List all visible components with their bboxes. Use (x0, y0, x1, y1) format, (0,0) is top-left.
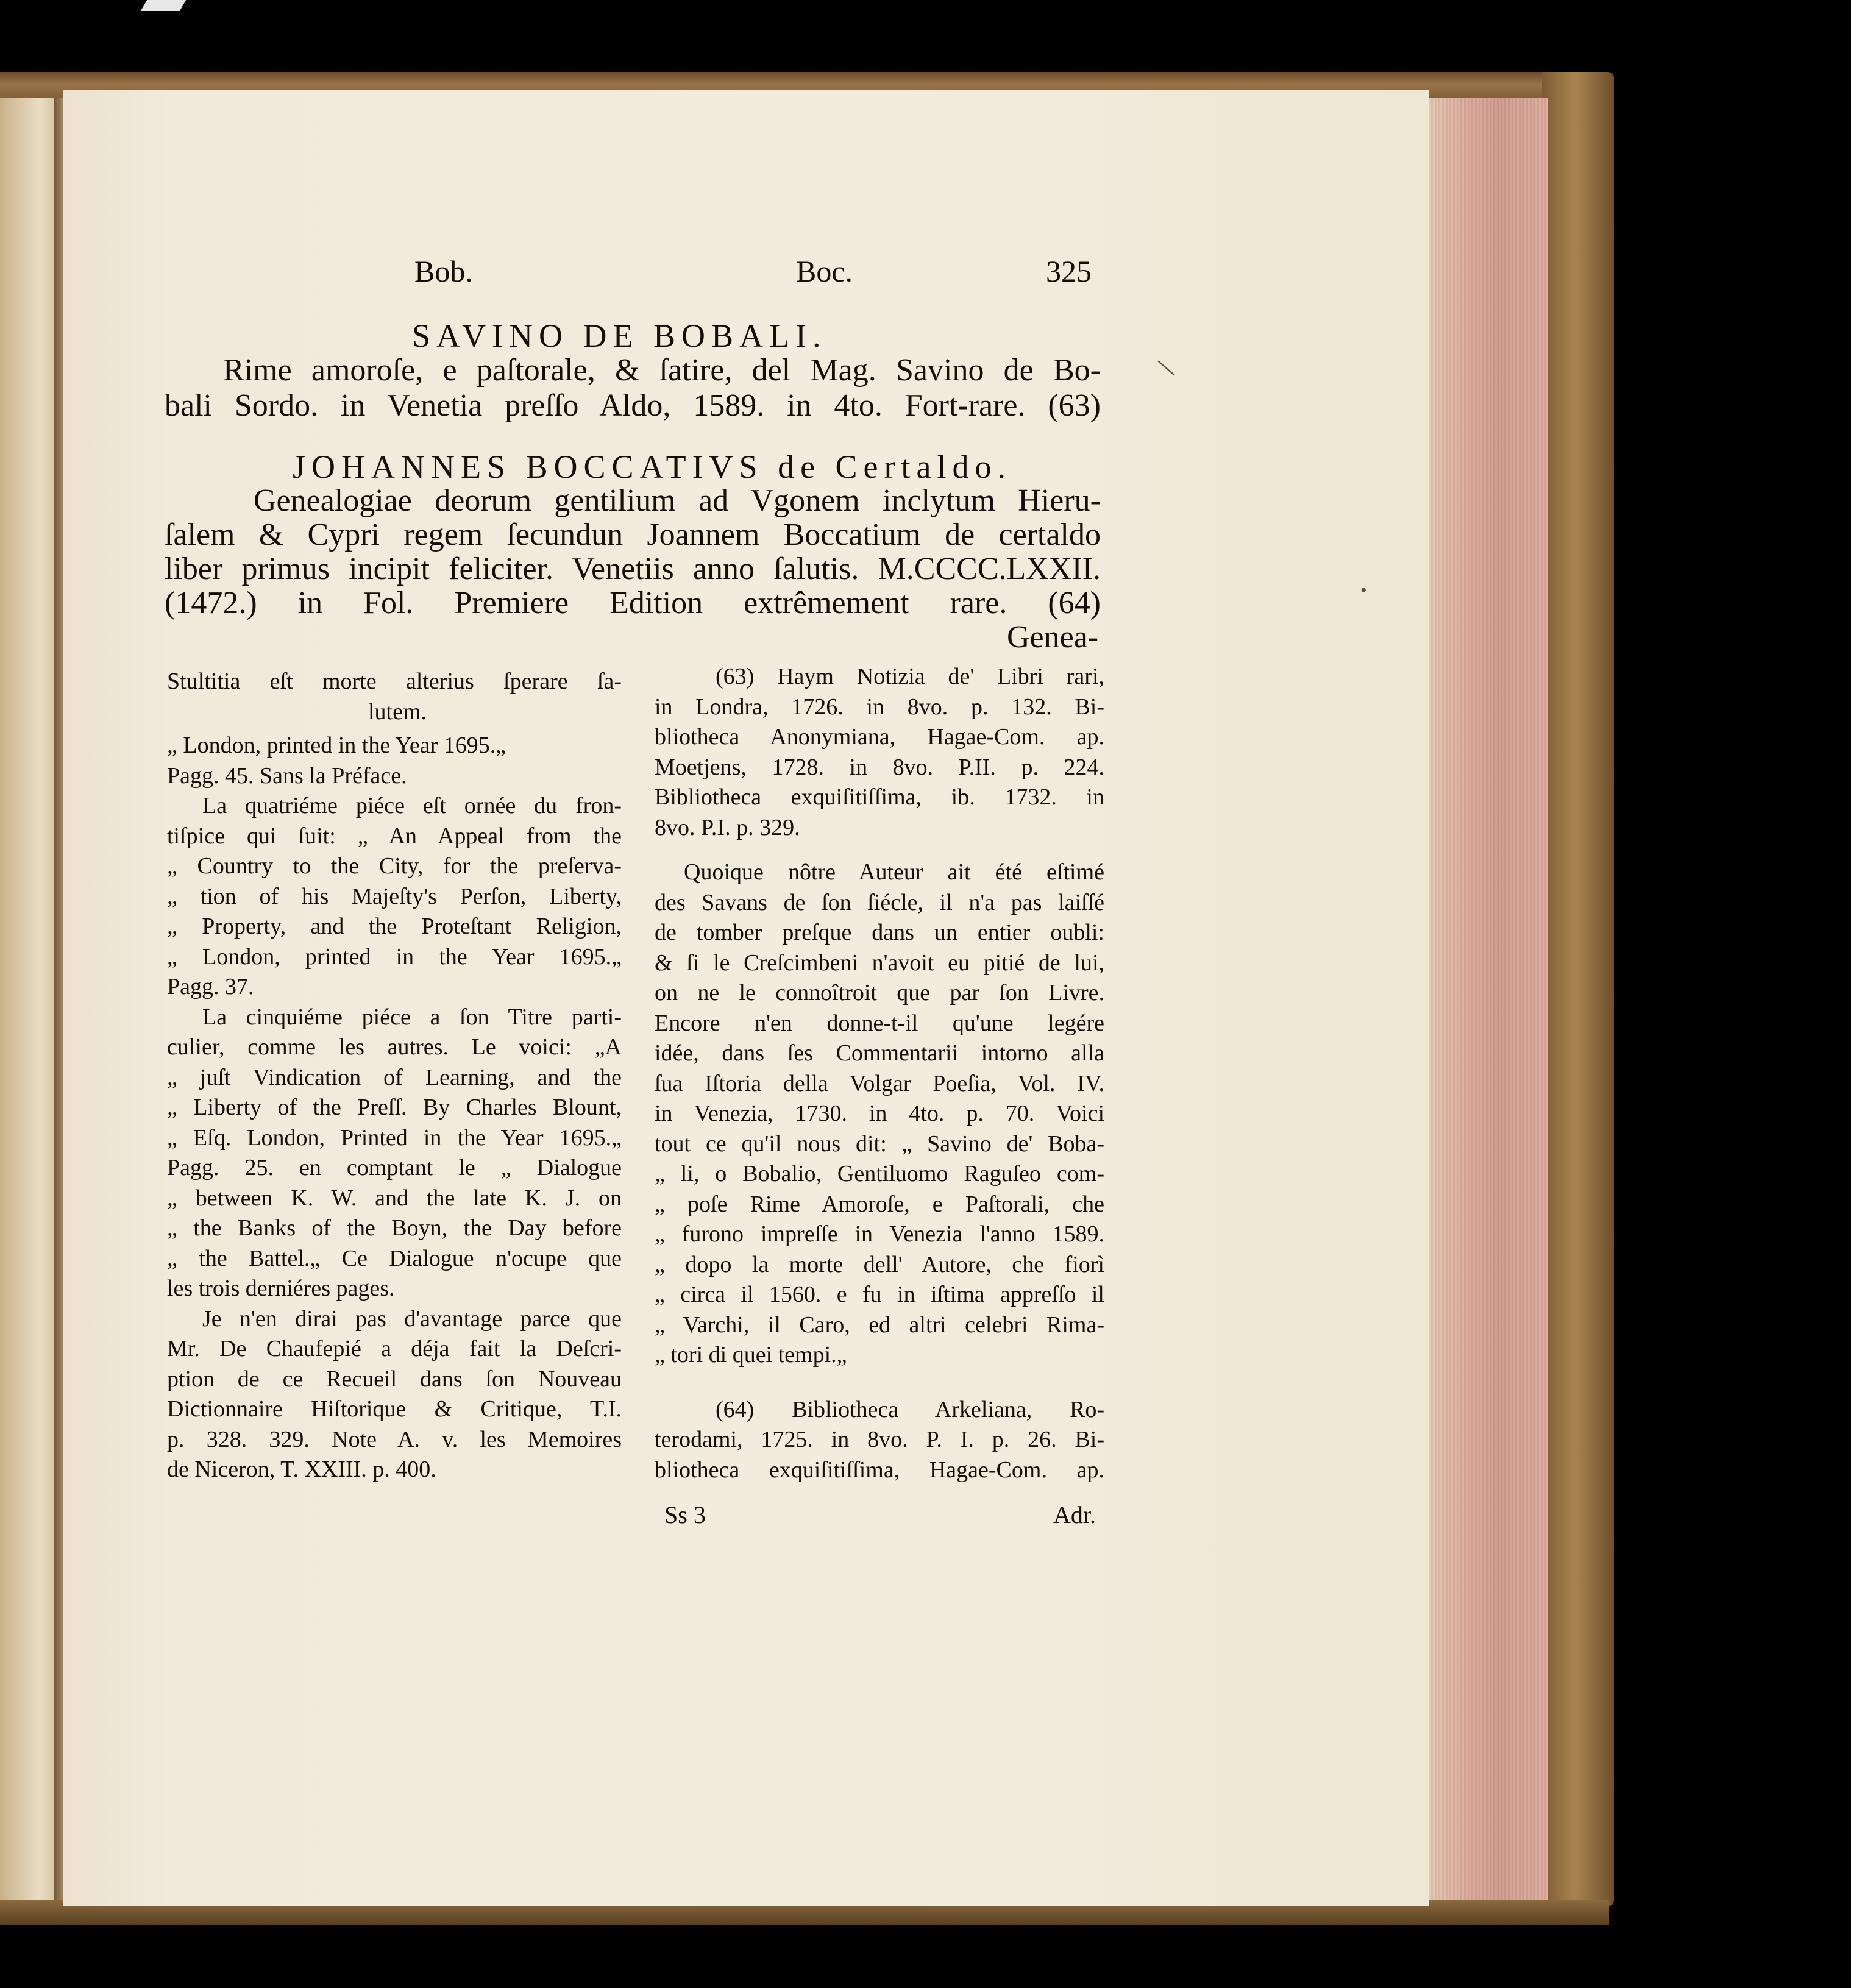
text-line: Je n'en dirai pas d'avantage parce que (202, 1305, 622, 1332)
entry-line: (1472.) in Fol. Premiere Edition extrêmement rare. (64) (165, 586, 1101, 620)
note-line: Moetjens, 1728. in 8vo. P.II. p. 224. (655, 754, 1104, 780)
note-line: bliotheca exquiſitiſſima, Hagae-Com. ap. (655, 1457, 1104, 1483)
note-line: terodami, 1725. in 8vo. P. I. p. 26. Bi- (655, 1427, 1104, 1452)
running-head-center: Boc. (796, 254, 853, 288)
note-line: „ li, o Bobalio, Gentiluomo Raguſeo com- (655, 1161, 1104, 1187)
note-line: „ tori di quei tempi.„ (655, 1342, 847, 1368)
entry-line: ſalem & Cypri regem ſecundun Joannem Boccatium de certaldo (165, 517, 1101, 552)
entry-heading: SAVINO DE BOBALI. (412, 318, 827, 354)
note-line: des Savans de ſon ſiécle, il n'a pas laiſſé (655, 889, 1104, 915)
entry-line: liber primus incipit feliciter. Venetiis anno ſalutis. M.CCCC.LXXII. (165, 552, 1101, 586)
text-line: „ Liberty of the Preſſ. By Charles Blount, (167, 1095, 622, 1120)
note-line: in Londra, 1726. in 8vo. p. 132. Bi- (655, 694, 1104, 720)
signature-mark: Ss 3 (664, 1501, 706, 1528)
page-fore-edge (1426, 98, 1548, 1901)
text-line: Pagg. 45. Sans la Préface. (167, 762, 407, 789)
text-line: „ Eſq. London, Printed in the Year 1695.„ (167, 1124, 622, 1151)
text-line: lutem. (368, 698, 427, 725)
entry-line: Rime amoroſe, e paſtorale, & ſatire, del Mag. Savino de Bo- (223, 353, 1101, 388)
footer-catchword: Adr. (1053, 1501, 1096, 1528)
text-line: Pagg. 25. en comptant le „ Dialogue (167, 1155, 622, 1180)
text-line: p. 328. 329. Note A. v. les Memoires (167, 1426, 622, 1452)
text-line: „ juſt Vindication of Learning, and the (167, 1064, 622, 1090)
note-line: ſua Iſtoria della Volgar Poeſia, Vol. IV. (655, 1070, 1104, 1096)
catchword: Genea- (1007, 620, 1099, 655)
text-line: Stultitia eſt morte alterius ſperare ſa- (167, 669, 622, 694)
text-line: „ Property, and the Proteſtant Religion, (167, 914, 622, 939)
note-line: „ Varchi, il Caro, ed altri celebri Rima- (655, 1312, 1104, 1338)
note-line: (63) Haym Notizia de' Libri rari, (716, 664, 1104, 689)
text-line: de Niceron, T. XXIII. p. 400. (167, 1457, 436, 1482)
note-line: „ circa il 1560. e fu in iſtima appreſſo il (655, 1282, 1104, 1307)
entry-line: bali Sordo. in Venetia preſſo Aldo, 1589. in 4to. Fort-rare. (63) (165, 388, 1101, 423)
text-line: „ the Battel.„ Ce Dialogue n'ocupe que (167, 1245, 622, 1271)
text-line: „ London, printed in the Year 1695.„ (167, 943, 622, 970)
note-line: (64) Bibliotheca Arkeliana, Ro- (716, 1396, 1104, 1422)
note-line: Bibliotheca exquiſitiſſima, ib. 1732. in (655, 784, 1104, 810)
running-head-left: Bob. (414, 254, 473, 288)
note-line: idée, dans ſes Commentarii intorno alla (655, 1040, 1104, 1066)
scan-corner-mark (141, 0, 186, 11)
text-line: „ London, printed in the Year 1695.„ (167, 733, 506, 758)
left-page-edge (0, 98, 58, 1901)
note-line: 8vo. P.I. p. 329. (655, 814, 800, 840)
note-line: de tomber preſque dans un entier oubli: (655, 920, 1104, 945)
text-line: Pagg. 37. (167, 974, 254, 999)
text-line: „ Country to the City, for the preſerva- (167, 853, 622, 879)
text-line: La cinquiéme piéce a ſon Titre parti- (202, 1004, 622, 1030)
note-line: bliotheca Anonymiana, Hagae-Com. ap. (655, 724, 1104, 750)
ink-dot: • (1360, 580, 1367, 600)
left-column (167, 667, 622, 1485)
text-line: tiſpice qui ſuit: „ An Appeal from the (167, 823, 622, 849)
text-line: Dictionnaire Hiſtorique & Critique, T.I. (167, 1396, 622, 1422)
entry-heading: JOHANNES BOCCATIVS de Certaldo. (293, 449, 1012, 485)
note-line: on ne le connoîtroit que par ſon Livre. (655, 980, 1104, 1006)
text-line: les trois derniéres pages. (167, 1276, 395, 1301)
text-line: „ between K. W. and the late K. J. on (167, 1185, 622, 1211)
text-line: „ tion of his Majeſty's Perſon, Liberty, (167, 883, 622, 909)
note-line: „ furono impreſſe in Venezia l'anno 1589. (655, 1221, 1104, 1247)
text-line: ption de ce Recueil dans ſon Nouveau (167, 1366, 622, 1392)
note-line: & ſi le Creſcimbeni n'avoit eu pitié de lui, (655, 950, 1104, 976)
text-line: „ the Banks of the Boyn, the Day before (167, 1215, 622, 1241)
note-line: „ poſe Rime Amoroſe, e Paſtorali, che (655, 1191, 1104, 1217)
right-column (655, 662, 1104, 1485)
entry-line: Genealogiae deorum gentilium ad Vgonem inclytum Hieru- (254, 483, 1101, 518)
note-line: tout ce qu'il nous dit: „ Savino de' Boba- (655, 1131, 1104, 1157)
note-line: Quoique nôtre Auteur ait été eſtimé (684, 859, 1104, 885)
note-line: „ dopo la morte dell' Autore, che fiorì (655, 1251, 1104, 1277)
note-line: Encore n'en donne-t-il qu'une legére (655, 1010, 1104, 1036)
text-line: culier, comme les autres. Le voici: „A (167, 1034, 622, 1060)
note-line: in Venezia, 1730. in 4to. p. 70. Voici (655, 1101, 1104, 1126)
text-line: Mr. De Chaufepié a déja fait la Deſcri- (167, 1336, 622, 1361)
pencil-mark: \ (1153, 350, 1178, 385)
binding-right (1542, 72, 1614, 1906)
page-number: 325 (1046, 254, 1092, 288)
text-line: La quatriéme piéce eſt ornée du fron- (202, 793, 622, 818)
